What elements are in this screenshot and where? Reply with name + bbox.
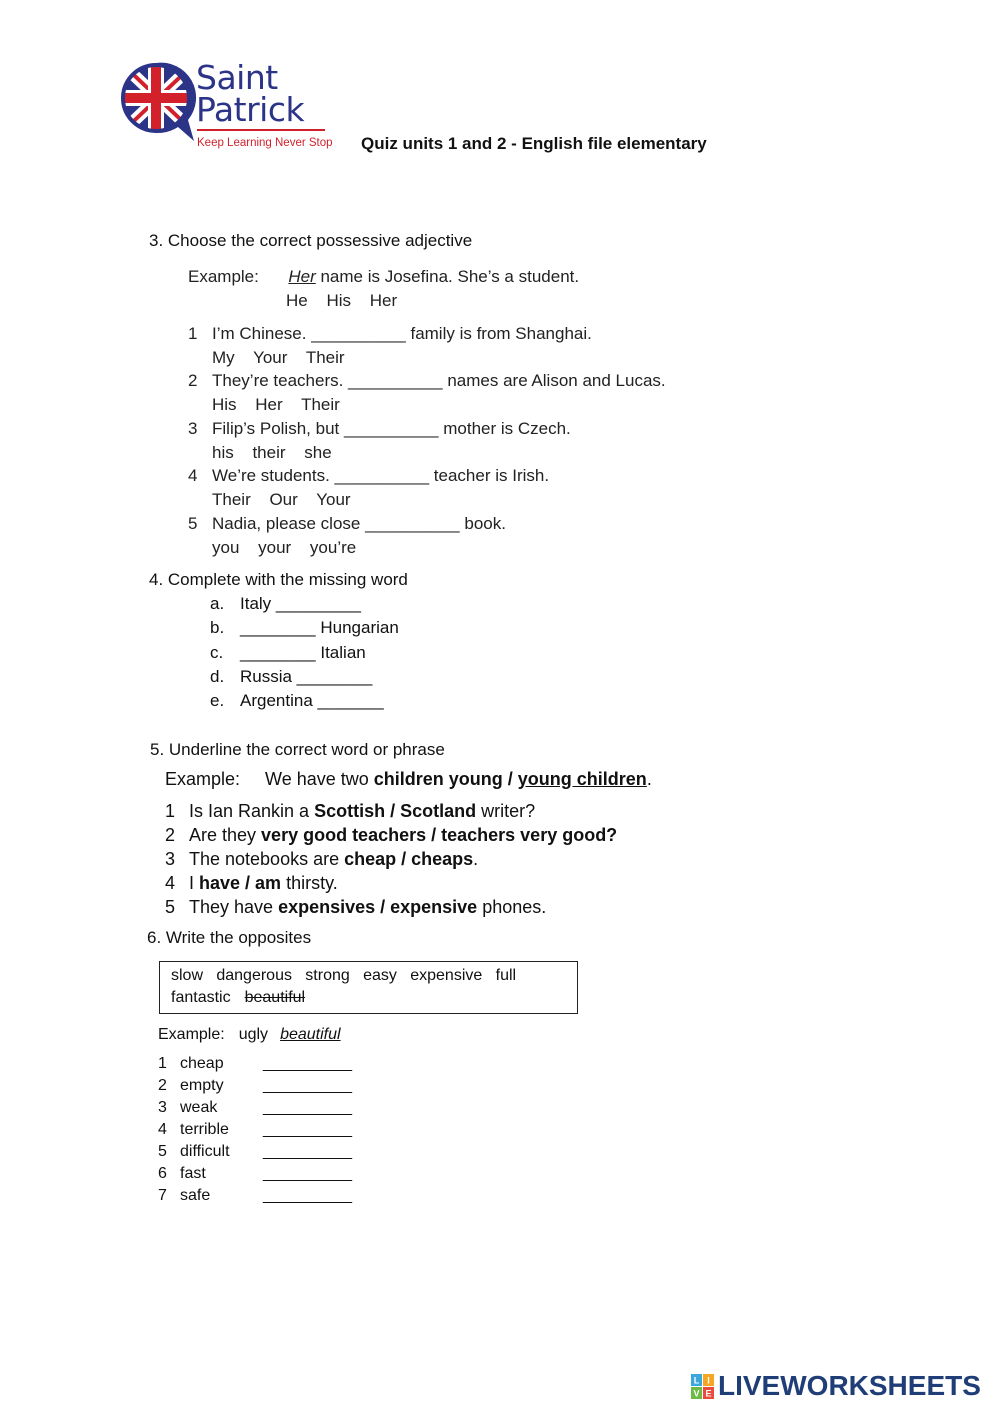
word-box <box>159 961 578 1014</box>
svg-text:L: L <box>693 1375 700 1386</box>
s3-item-3-options: his their she <box>212 443 332 462</box>
logo-word-patrick: Patrick <box>196 90 305 129</box>
s4-item-c: c. ________ Italian <box>210 643 366 662</box>
svg-text:V: V <box>693 1388 700 1399</box>
s6-item-1: 1 cheap __________ <box>158 1055 352 1072</box>
s3-item-1: 1 I’m Chinese. __________ family is from Shanghai. <box>188 324 592 343</box>
svg-text:I: I <box>707 1375 710 1386</box>
s6-item-2: 2 empty __________ <box>158 1077 352 1094</box>
example-label: Example: <box>188 267 259 286</box>
s6-item-6: 6 fast __________ <box>158 1165 352 1182</box>
s6-item-5: 5 difficult __________ <box>158 1143 352 1160</box>
s5-item-1: 1 Is Ian Rankin a Scottish / Scotland writer? <box>165 801 536 821</box>
section6-example: Example: ugly beautiful <box>158 1026 341 1043</box>
section3-example <box>188 267 579 287</box>
s3-item-3: 3 Filip’s Polish, but __________ mother is Czech. <box>188 419 571 438</box>
svg-text:E: E <box>705 1388 712 1399</box>
logo-divider <box>197 129 325 131</box>
word-box-line2: fantastic beautiful <box>171 989 306 1006</box>
section6-heading: 6. Write the opposites <box>147 928 312 947</box>
s3-item-2: 2 They’re teachers. __________ names are Alison and Lucas. <box>188 371 666 390</box>
s4-item-b: b. ________ Hungarian <box>210 618 399 637</box>
section5-example: Example: We have two children young / young children. <box>165 769 652 789</box>
s6-item-7: 7 safe __________ <box>158 1187 352 1204</box>
s3-item-2-options: His Her Their <box>212 395 340 414</box>
section4-heading: 4. Complete with the missing word <box>149 570 408 589</box>
s4-item-d: d. Russia ________ <box>210 667 373 686</box>
s3-item-5: 5 Nadia, please close __________ book. <box>188 514 506 533</box>
s3-item-4: 4 We’re students. __________ teacher is Irish. <box>188 466 550 485</box>
example-answer: Her <box>288 267 316 286</box>
section3-heading: 3. Choose the correct possessive adjective <box>149 231 473 250</box>
example-sentence: name is Josefina. She’s a student. <box>315 267 580 286</box>
section5-heading: 5. Underline the correct word or phrase <box>150 740 445 759</box>
s5-item-4: 4 I have / am thirsty. <box>165 873 338 893</box>
s3-item-5-options: you your you’re <box>212 538 357 557</box>
s6-item-4: 4 terrible __________ <box>158 1121 352 1138</box>
word-box-line1: slow dangerous strong easy expensive full <box>171 967 517 984</box>
liveworksheets-brand[interactable]: LIVEWORKSHEETS <box>718 1370 981 1401</box>
s4-item-a: a. Italy _________ <box>210 594 361 613</box>
s5-item-3: 3 The notebooks are cheap / cheaps. <box>165 849 479 869</box>
s5-item-5: 5 They have expensives / expensive phones. <box>165 897 547 917</box>
s4-item-e: e. Argentina _______ <box>210 691 384 710</box>
section3-example-options: He His Her <box>286 291 398 310</box>
liveworksheets-logo-icon <box>691 1374 715 1400</box>
s6-item-3: 3 weak __________ <box>158 1099 352 1116</box>
logo-tagline: Keep Learning Never Stop <box>197 137 333 149</box>
logo-word-saint: Saint <box>196 58 278 97</box>
s5-item-2: 2 Are they very good teachers / teachers very good? <box>165 825 618 845</box>
logo-flag-bubble-icon <box>118 60 198 144</box>
page-title: Quiz units 1 and 2 - English file elementary <box>361 134 707 153</box>
s3-item-1-options: My Your Their <box>212 348 345 367</box>
s3-item-4-options: Their Our Your <box>212 490 351 509</box>
